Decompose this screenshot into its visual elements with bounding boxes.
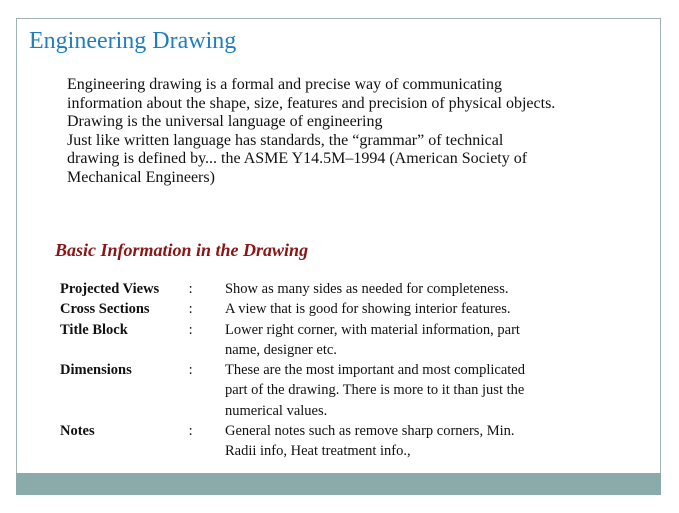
table-row xyxy=(60,360,600,421)
term-separator: : xyxy=(188,362,193,379)
description-line: part of the drawing. There is more to it than just the xyxy=(224,382,525,399)
term-separator: : xyxy=(188,321,193,338)
description-line: Lower right corner, with material information, part xyxy=(224,321,520,338)
term-separator: : xyxy=(188,301,193,318)
term-description xyxy=(225,299,600,319)
intro-line: drawing is defined by... the ASME Y14.5M–1994 (American Society of xyxy=(67,150,528,167)
table-row xyxy=(60,279,600,299)
term-description xyxy=(225,421,600,462)
table-row xyxy=(60,421,600,462)
intro-line: Just like written language has standards, the “grammar” of technical xyxy=(67,131,504,149)
term-dimensions: Dimensions xyxy=(60,362,132,379)
term-cross-sections: Cross Sections xyxy=(60,301,150,318)
info-table xyxy=(60,279,600,462)
term-description xyxy=(225,360,600,421)
description-line: These are the most important and most complicated xyxy=(224,362,525,379)
description-line: Radii info, Heat treatment info., xyxy=(224,443,411,460)
term-separator: : xyxy=(188,423,193,440)
term-description xyxy=(225,279,600,299)
term-notes: Notes xyxy=(60,423,95,440)
term-title-block: Title Block xyxy=(60,321,128,338)
intro-line: Mechanical Engineers) xyxy=(67,168,215,186)
table-row xyxy=(60,299,600,319)
description-line: General notes such as remove sharp corners, Min. xyxy=(224,423,515,440)
term-separator: : xyxy=(188,281,193,297)
description-line: numerical values. xyxy=(224,402,328,419)
intro-paragraph xyxy=(67,76,647,187)
description-line: name, designer etc. xyxy=(224,341,337,358)
slide-title: Engineering Drawing xyxy=(29,28,237,54)
term-projected-views: Projected Views xyxy=(60,281,160,297)
table-row xyxy=(60,320,600,361)
description-line: A view that is good for showing interior features. xyxy=(224,301,511,318)
intro-line: Drawing is the universal language of engineering xyxy=(67,113,383,130)
intro-line: Engineering drawing is a formal and precise way of communicating xyxy=(67,76,502,93)
section-heading: Basic Information in the Drawing xyxy=(55,240,309,260)
footer-bar xyxy=(16,473,661,495)
description-line: Show as many sides as needed for completeness. xyxy=(224,281,509,297)
term-description xyxy=(225,320,600,361)
intro-line: information about the shape, size, features and precision of physical objects. xyxy=(67,94,556,112)
